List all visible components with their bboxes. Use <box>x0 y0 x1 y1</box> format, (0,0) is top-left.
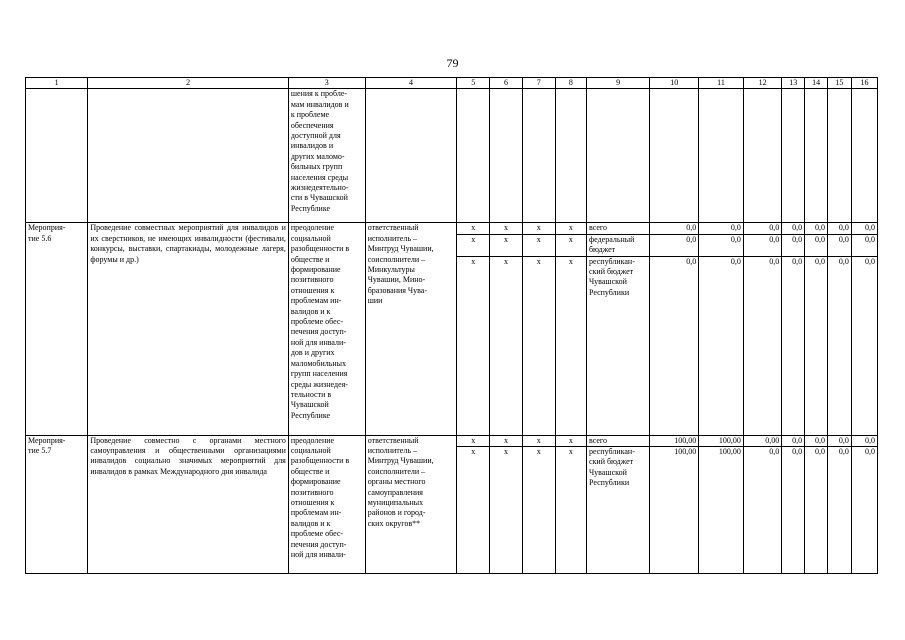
cont-cell-3 <box>288 89 365 223</box>
cont-goal-text-line: других маломо- <box>290 151 345 161</box>
activity-executors-text <box>368 223 454 306</box>
activity-executors-text-line: соисполнители – <box>367 466 426 476</box>
activity-id-text-line: Мероприя- <box>28 435 66 445</box>
header-col-16: 16 <box>851 78 877 89</box>
activity-goal-text-line: формирование <box>290 265 341 275</box>
budget-code-cell: x <box>555 447 586 574</box>
funding-source-text <box>589 223 647 233</box>
activity-goal-text <box>291 436 363 561</box>
funding-value-cell: 0,0 <box>743 256 781 435</box>
activity-goal-text-line: отношения к <box>290 498 335 508</box>
budget-code-cell: x <box>522 256 555 435</box>
cont-goal-text-line: шения к пробле- <box>290 89 348 99</box>
activity-goal-text-line: ной для инвали- <box>290 550 346 560</box>
funding-value-cell: 0,0 <box>743 234 781 256</box>
cont-goal-text-line: бильных групп <box>290 162 343 172</box>
cont-cell-15 <box>827 89 851 223</box>
funding-source-text-line: республикан- <box>588 256 635 266</box>
cont-goal-text-line: инвалидов и <box>290 141 334 151</box>
funding-value-cell: 0,0 <box>743 447 781 574</box>
funding-source <box>586 256 649 435</box>
funding-value-cell: 0,0 <box>650 256 699 435</box>
activity-goal-text-line: групп населения <box>290 369 348 379</box>
activity-goal <box>288 435 365 573</box>
header-col-1: 1 <box>26 78 88 89</box>
funding-value-cell: 0,0 <box>805 447 828 574</box>
activity-goal-text-line: преодоление <box>290 435 335 445</box>
activity-executors-text-line: шии <box>367 296 383 306</box>
funding-value-cell: 0,0 <box>851 447 877 574</box>
activity-executors-text-line: муниципальных <box>367 498 424 508</box>
funding-source-text-line: Республики <box>588 287 630 297</box>
funding-value-cell: 0,0 <box>782 223 805 234</box>
funding-value-cell: 0,0 <box>805 223 828 234</box>
funding-source-text-line: всего <box>588 223 607 233</box>
activity-goal-text-line: маломобильных <box>290 358 347 368</box>
funding-value-cell: 0,0 <box>827 256 851 435</box>
activity-goal-text-line: проблемам ин- <box>290 296 342 306</box>
funding-value-cell: 0,0 <box>851 234 877 256</box>
header-col-5: 5 <box>457 78 490 89</box>
funding-value-cell: 0,0 <box>827 234 851 256</box>
funding-value-cell: 0,0 <box>782 234 805 256</box>
funding-value-cell: 0,0 <box>805 435 828 446</box>
activity-executors-text-line: Минтруд Чувашии, <box>367 456 434 466</box>
activity-id <box>26 435 88 573</box>
funding-value-cell: 0,0 <box>699 234 744 256</box>
activity-goal-text-line: обществе и <box>290 466 330 476</box>
budget-code-cell: x <box>522 234 555 256</box>
header-col-4: 4 <box>365 78 456 89</box>
activity-goal-text-line: проблемам ин- <box>290 508 342 518</box>
cont-goal-text <box>291 89 363 214</box>
cont-goal-text-line: жизнедеятельно- <box>290 183 349 193</box>
activity-goal-text-line: печения доступ- <box>290 327 347 337</box>
activity-executors-text-line: бразования Чува- <box>367 285 428 295</box>
funding-source-text <box>589 235 647 256</box>
budget-code-cell: x <box>555 234 586 256</box>
activity-executors-text-line: ответственный <box>367 223 419 233</box>
budget-code-cell: x <box>490 447 522 574</box>
activity-id-text-line: Мероприя- <box>28 223 66 233</box>
header-col-8: 8 <box>555 78 586 89</box>
activity-executors <box>365 435 456 573</box>
header-col-13: 13 <box>782 78 805 89</box>
header-col-12: 12 <box>743 78 781 89</box>
funding-value-cell: 0,0 <box>851 435 877 446</box>
activity-2-source-row <box>26 435 878 446</box>
cont-goal-text-line: сти в Чувашской <box>290 193 348 203</box>
budget-code-cell: x <box>522 223 555 234</box>
activity-goal-text-line: дов и других <box>290 348 335 358</box>
page-number: 79 <box>446 56 459 70</box>
funding-source <box>586 447 649 574</box>
funding-value-cell: 0,0 <box>827 447 851 574</box>
activity-goal-text-line: тельности в <box>290 389 332 399</box>
activity-goal-text-line: позитивного <box>290 275 334 285</box>
cont-goal-text-line: обеспечения <box>290 120 334 130</box>
budget-code-cell: x <box>457 223 490 234</box>
cont-goal-text-line: мам инвалидов и <box>290 99 349 109</box>
activity-id-text-line: тие 5.6 <box>28 233 52 243</box>
header-col-14: 14 <box>805 78 828 89</box>
header-col-15: 15 <box>827 78 851 89</box>
funding-value-cell: 0,0 <box>782 447 805 574</box>
funding-source-text-line: Республики <box>588 478 630 488</box>
budget-code-cell: x <box>490 234 522 256</box>
funding-value-cell: 0,0 <box>650 234 699 256</box>
funding-source-text-line: республикан- <box>588 447 635 457</box>
activity-executors-text <box>368 436 454 530</box>
activity-executors-text-line: Чувашии, Мино- <box>367 275 426 285</box>
cont-cell-8 <box>555 89 586 223</box>
cont-goal-text-line: населения среды <box>290 172 349 182</box>
funding-value-cell: 0,0 <box>782 256 805 435</box>
activity-executors-text-line: районов и город- <box>367 508 426 518</box>
activity-goal-text <box>291 223 363 421</box>
header-col-6: 6 <box>490 78 522 89</box>
activity-goal-text-line: отношения к <box>290 285 335 295</box>
activity-goal-text-line: проблеме обес- <box>290 317 344 327</box>
cont-cell-4 <box>365 89 456 223</box>
cont-goal-text-line: доступной для <box>290 131 341 141</box>
activity-goal-text-line: валидов и к <box>290 306 331 316</box>
funding-source-text-line: ский бюджет <box>588 457 634 467</box>
activity-goal-text-line: печения доступ- <box>290 539 347 549</box>
funding-value-cell: 0,0 <box>851 256 877 435</box>
budget-code-cell: x <box>490 435 522 446</box>
cont-cell-1 <box>26 89 88 223</box>
funding-value-cell: 100,00 <box>699 435 744 446</box>
funding-value-cell: 0,0 <box>699 256 744 435</box>
activity-goal-text-line: среды жизнедея- <box>290 379 348 389</box>
activity-id-text <box>28 223 85 244</box>
activity-executors <box>365 223 456 435</box>
activity-executors-text-line: ответственный <box>367 435 419 445</box>
activity-executors-text-line: исполнитель – <box>367 446 417 456</box>
budget-code-cell: x <box>457 256 490 435</box>
activity-id-text-line: тие 5.7 <box>28 446 52 456</box>
budget-code-cell: x <box>522 447 555 574</box>
activity-goal-text-line: разобщенности в <box>290 244 350 254</box>
funding-source-text-line: бюджет <box>588 245 616 255</box>
funding-value-cell: 0,0 <box>782 435 805 446</box>
activity-goal <box>288 223 365 435</box>
funding-source-text <box>589 436 647 446</box>
budget-code-cell: x <box>555 223 586 234</box>
cont-cell-5 <box>457 89 490 223</box>
cont-cell-13 <box>782 89 805 223</box>
activity-goal-text-line: обществе и <box>290 254 330 264</box>
activity-goal-text-line: социальной <box>290 233 331 243</box>
funding-source <box>586 234 649 256</box>
funding-source-text-line: всего <box>588 435 607 445</box>
cont-cell-9 <box>586 89 649 223</box>
header-col-2: 2 <box>88 78 289 89</box>
cont-goal-text-line: Республике <box>290 203 331 213</box>
program-activities-table <box>25 77 878 574</box>
funding-value-cell: 0,0 <box>650 223 699 234</box>
budget-code-cell: x <box>490 256 522 435</box>
cont-cell-6 <box>490 89 522 223</box>
funding-value-cell: 0,0 <box>851 223 877 234</box>
activity-name: Проведение совместных мероприятий для инвалидов и их сверстников, не имеющих инвалидности (фестивали, конкурсы, выставки, спартакиады, молодежные лагеря, форумы и др.) <box>88 223 289 435</box>
cont-cell-2 <box>88 89 289 223</box>
activity-goal-text-line: социальной <box>290 446 331 456</box>
budget-code-cell: x <box>457 234 490 256</box>
activity-executors-text-line: исполнитель – <box>367 233 417 243</box>
activity-executors-text-line: соисполнители – <box>367 254 426 264</box>
funding-source-text-line: Чувашской <box>588 277 627 287</box>
activity-id <box>26 223 88 435</box>
cont-cell-10 <box>650 89 699 223</box>
funding-source <box>586 223 649 234</box>
activity-goal-text-line: ной для инвали- <box>290 337 346 347</box>
funding-source-text-line: Чувашской <box>588 467 627 477</box>
funding-source-text <box>589 447 647 489</box>
activity-id-text <box>28 436 85 457</box>
cont-cell-14 <box>805 89 828 223</box>
header-col-9: 9 <box>586 78 649 89</box>
activity-1-source-row <box>26 223 878 234</box>
funding-value-cell: 0,0 <box>743 223 781 234</box>
funding-value-cell: 100,00 <box>650 447 699 574</box>
header-col-10: 10 <box>650 78 699 89</box>
budget-code-cell: x <box>522 435 555 446</box>
activity-goal-text-line: преодоление <box>290 223 335 233</box>
funding-value-cell: 0,0 <box>827 435 851 446</box>
budget-code-cell: x <box>555 256 586 435</box>
activity-executors-text-line: Минкультуры <box>367 265 415 275</box>
activity-name: Проведение совместно с органами местного самоуправления и общественными организациями инвалидов социально значимых мероприятий для инвалидов в рамках Международного дня инвалида <box>88 435 289 573</box>
activity-executors-text-line: самоуправления <box>367 487 423 497</box>
activity-goal-text-line: Республике <box>290 410 331 420</box>
cont-cell-11 <box>699 89 744 223</box>
funding-source-text-line: ский бюджет <box>588 267 634 277</box>
column-number-header <box>26 78 878 89</box>
budget-code-cell: x <box>457 447 490 574</box>
funding-source-text <box>589 257 647 299</box>
budget-code-cell: x <box>555 435 586 446</box>
funding-value-cell: 0,0 <box>827 223 851 234</box>
funding-value-cell: 0,0 <box>805 256 828 435</box>
header-col-3: 3 <box>288 78 365 89</box>
funding-value-cell: 0,0 <box>699 223 744 234</box>
funding-value-cell: 100,00 <box>650 435 699 446</box>
funding-source <box>586 435 649 446</box>
header-col-11: 11 <box>699 78 744 89</box>
cont-cell-16 <box>851 89 877 223</box>
activity-goal-text-line: Чувашской <box>290 400 329 410</box>
funding-value-cell: 0,00 <box>743 435 781 446</box>
budget-code-cell: x <box>457 435 490 446</box>
activity-goal-text-line: разобщенности в <box>290 456 350 466</box>
activity-goal-text-line: позитивного <box>290 487 334 497</box>
activity-goal-text-line: валидов и к <box>290 518 331 528</box>
header-col-7: 7 <box>522 78 555 89</box>
funding-value-cell: 100,00 <box>699 447 744 574</box>
funding-source-text-line: федеральный <box>588 234 635 244</box>
cont-goal-text-line: к проблеме <box>290 110 330 120</box>
activity-goal-text-line: формирование <box>290 477 341 487</box>
activity-executors-text-line: Минтруд Чувашии, <box>367 244 434 254</box>
funding-value-cell: 0,0 <box>805 234 828 256</box>
budget-code-cell: x <box>490 223 522 234</box>
activity-executors-text-line: органы местного <box>367 477 426 487</box>
continuation-row <box>26 89 878 223</box>
activity-goal-text-line: проблеме обес- <box>290 529 344 539</box>
cont-cell-12 <box>743 89 781 223</box>
activity-executors-text-line: ских округов** <box>367 518 421 528</box>
cont-cell-7 <box>522 89 555 223</box>
